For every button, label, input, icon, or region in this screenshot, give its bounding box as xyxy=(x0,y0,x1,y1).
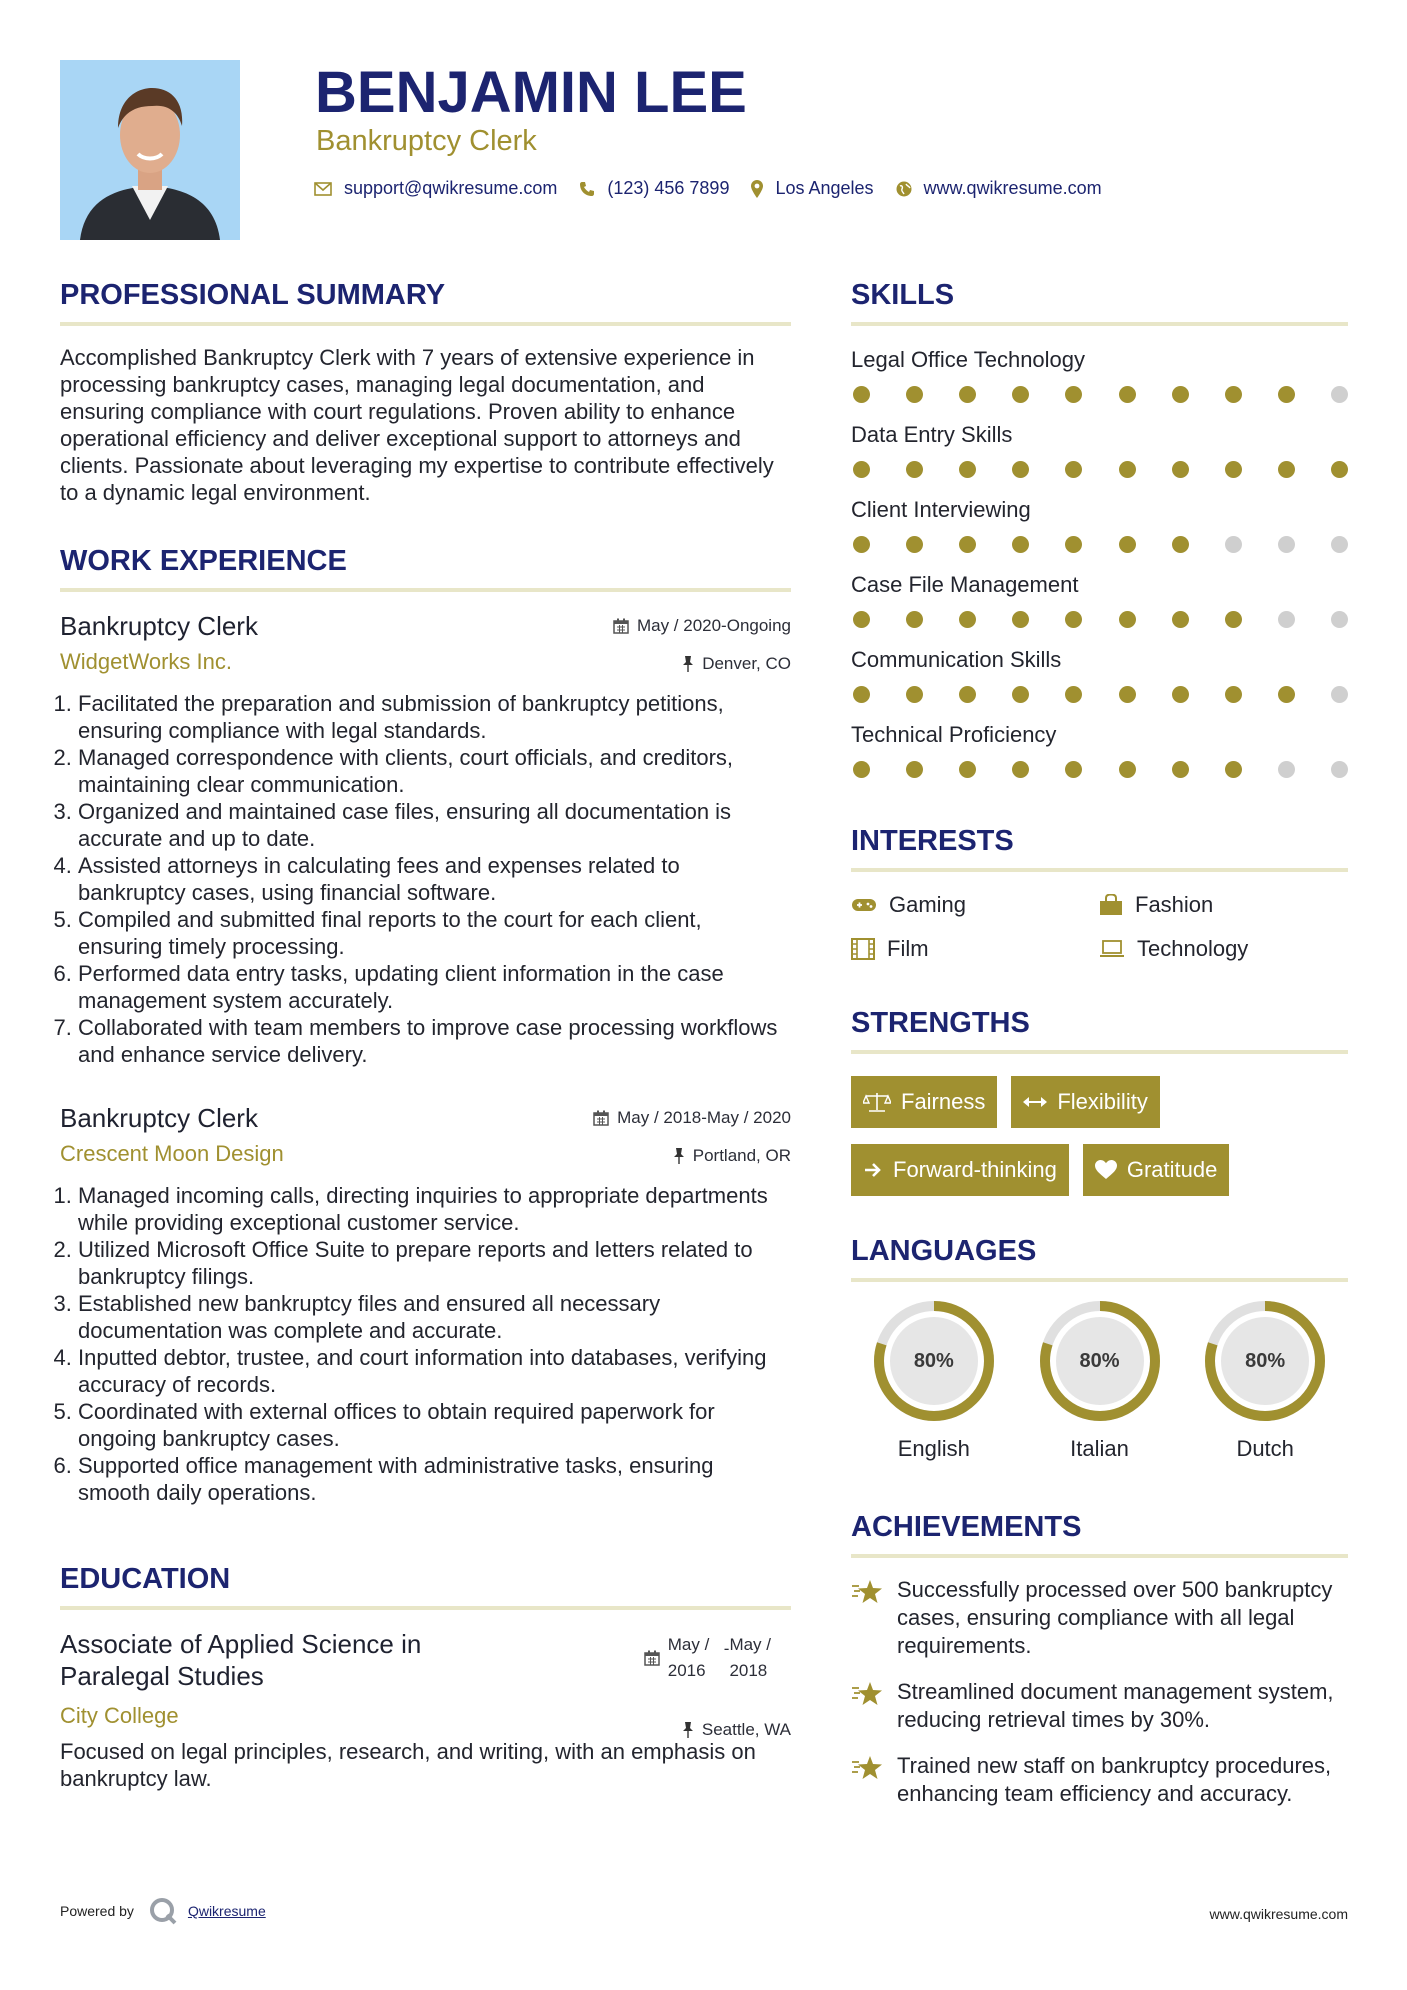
rating-dot-filled xyxy=(906,686,923,703)
job-location xyxy=(682,654,791,674)
rating-dot-filled xyxy=(906,536,923,553)
list-item: 1. Facilitated the preparation and submission of bankruptcy petitions, ensuring compliance with legal standards. xyxy=(78,690,791,744)
star-icon xyxy=(851,1754,883,1782)
achievements-section xyxy=(851,1510,1348,1808)
education-section xyxy=(60,1562,791,1792)
candidate-name: BENJAMIN LEE xyxy=(315,60,747,125)
strength-label: Forward-thinking xyxy=(893,1157,1057,1182)
skill-item xyxy=(851,346,1348,403)
rating-dot-empty xyxy=(1331,686,1348,703)
list-item: 7. Collaborated with team members to improve case processing workflows and enhance service delivery. xyxy=(78,1014,791,1068)
job-title: Bankruptcy Clerk xyxy=(60,611,258,641)
skill-name: Legal Office Technology xyxy=(851,347,1086,372)
calendar-icon xyxy=(644,1650,660,1666)
rating-dot-filled xyxy=(959,686,976,703)
job-entry xyxy=(60,1102,791,1506)
rating-dot-filled xyxy=(1065,386,1082,403)
degree-title: Associate of Applied Science in Paralegal Studies xyxy=(60,1629,422,1691)
skill-rating xyxy=(851,761,1348,778)
education-description: Focused on legal principles, research, and writing, with an emphasis on bankruptcy law. xyxy=(60,1739,756,1791)
summary-text: Accomplished Bankruptcy Clerk with 7 years of extensive experience in processing bankruptcy cases, managing legal documentation, and ensuring compliance with court regulations. Proven ability to enhance operational efficiency and deliver exceptional support to attorneys and clients. Passionate about leveraging my expertise to contribute effectively to a dynamic legal environment. xyxy=(60,345,774,505)
list-item: 6. Supported office management with administrative tasks, ensuring smooth daily operations. xyxy=(78,1452,791,1506)
star-icon xyxy=(851,1578,883,1606)
education-location xyxy=(682,1720,791,1740)
arrow-right-icon xyxy=(863,1161,883,1179)
job-date xyxy=(593,1108,791,1128)
job-date-text: May / 2018-May / 2020 xyxy=(617,1108,791,1127)
pushpin-icon xyxy=(682,1722,694,1738)
rating-dot-filled xyxy=(1065,536,1082,553)
pushpin-icon xyxy=(673,1148,685,1164)
strength-label: Gratitude xyxy=(1126,1157,1218,1182)
section-divider xyxy=(851,868,1348,872)
section-title-summary: PROFESSIONAL SUMMARY xyxy=(60,279,446,311)
interest-item xyxy=(1099,892,1347,918)
rating-dot-empty xyxy=(1278,611,1295,628)
list-item: 2. Managed correspondence with clients, court officials, and creditors, maintaining clear communication. xyxy=(78,744,791,798)
language-percent: 80% xyxy=(913,1349,954,1372)
rating-dot-filled xyxy=(853,536,870,553)
section-divider xyxy=(60,1606,791,1610)
interest-label: Film xyxy=(887,936,929,961)
list-item: 1. Managed incoming calls, directing inquiries to appropriate departments while providing exceptional customer service. xyxy=(78,1182,791,1236)
rating-dot-filled xyxy=(1278,386,1295,403)
section-title-strengths: STRENGTHS xyxy=(851,1007,1030,1039)
strength-label: Fairness xyxy=(901,1089,986,1114)
qwikresume-logo-icon xyxy=(148,1896,178,1926)
rating-dot-filled xyxy=(1225,611,1242,628)
film-icon xyxy=(851,938,875,960)
location-text: Los Angeles xyxy=(775,178,874,198)
rating-dot-filled xyxy=(906,461,923,478)
achievement-item xyxy=(851,1678,1348,1734)
section-title-experience: WORK EXPERIENCE xyxy=(60,545,347,577)
skill-item xyxy=(851,421,1348,478)
language-item xyxy=(851,1300,1017,1462)
gamepad-icon xyxy=(851,896,877,914)
language-name: Dutch xyxy=(1236,1436,1294,1461)
rating-dot-filled xyxy=(959,386,976,403)
right-column xyxy=(851,278,1348,1808)
strength-tag xyxy=(851,1076,997,1128)
avatar xyxy=(60,60,240,240)
job-company: WidgetWorks Inc. xyxy=(60,649,232,674)
rating-dot-empty xyxy=(1225,536,1242,553)
list-item: 4. Inputted debtor, trustee, and court information into databases, verifying accuracy of records. xyxy=(78,1344,791,1398)
date-separator: - xyxy=(723,1639,730,1658)
rating-dot-filled xyxy=(1119,686,1136,703)
languages-list xyxy=(851,1300,1348,1462)
language-ring xyxy=(1039,1300,1161,1422)
end-year: 2018 xyxy=(729,1661,768,1680)
rating-dot-empty xyxy=(1331,611,1348,628)
start-month: May / xyxy=(667,1635,710,1654)
rating-dot-filled xyxy=(853,611,870,628)
rating-dot-filled xyxy=(959,761,976,778)
rating-dot-filled xyxy=(1012,536,1029,553)
footer-website[interactable]: www.qwikresume.com xyxy=(1209,1906,1348,1922)
section-divider xyxy=(851,322,1348,326)
rating-dot-filled xyxy=(1012,386,1029,403)
rating-dot-filled xyxy=(1065,761,1082,778)
job-date-text: May / 2020-Ongoing xyxy=(636,616,791,635)
job-company: Crescent Moon Design xyxy=(60,1141,284,1166)
rating-dot-filled xyxy=(906,761,923,778)
skill-rating xyxy=(851,386,1348,403)
rating-dot-filled xyxy=(1172,761,1189,778)
education-location-text: Seattle, WA xyxy=(701,1720,791,1739)
contact-bar xyxy=(314,178,1124,199)
achievement-text: Streamlined document management system, reducing retrieval times by 30%. xyxy=(897,1679,1334,1732)
skill-name: Data Entry Skills xyxy=(851,422,1013,447)
job-entry xyxy=(60,610,791,1068)
interests-list xyxy=(851,892,1348,962)
contact-location xyxy=(751,178,873,199)
rating-dot-filled xyxy=(1172,686,1189,703)
language-percent: 80% xyxy=(1245,1349,1286,1372)
strength-tag xyxy=(1011,1076,1159,1128)
rating-dot-filled xyxy=(853,686,870,703)
skill-item xyxy=(851,496,1348,553)
list-item: 6. Performed data entry tasks, updating client information in the case management system accurately. xyxy=(78,960,791,1014)
rating-dot-filled xyxy=(853,761,870,778)
left-column xyxy=(60,278,791,1792)
education-dates xyxy=(644,1632,771,1684)
phone-text: (123) 456 7899 xyxy=(607,178,730,198)
contact-website[interactable] xyxy=(896,178,1102,199)
skill-name: Communication Skills xyxy=(851,647,1062,672)
section-title-achievements: ACHIEVEMENTS xyxy=(851,1511,1082,1543)
languages-section xyxy=(851,1234,1348,1462)
profile-photo xyxy=(60,60,240,240)
list-item: 3. Organized and maintained case files, ensuring all documentation is accurate and up to date. xyxy=(78,798,791,852)
list-item: 2. Utilized Microsoft Office Suite to prepare reports and letters related to bankruptcy filings. xyxy=(78,1236,791,1290)
skill-item xyxy=(851,646,1348,703)
strength-tag xyxy=(851,1144,1069,1196)
list-item: 3. Established new bankruptcy files and ensured all necessary documentation was complete and accurate. xyxy=(78,1290,791,1344)
section-divider xyxy=(60,588,791,592)
interest-label: Technology xyxy=(1137,936,1249,961)
skills-section xyxy=(851,278,1348,778)
rating-dot-filled xyxy=(1331,461,1348,478)
email-text: support@qwikresume.com xyxy=(344,178,558,198)
skill-rating xyxy=(851,611,1348,628)
rating-dot-empty xyxy=(1278,761,1295,778)
strength-tag xyxy=(1083,1144,1230,1196)
start-year: 2016 xyxy=(667,1661,706,1680)
rating-dot-filled xyxy=(1172,536,1189,553)
rating-dot-filled xyxy=(1225,461,1242,478)
calendar-icon xyxy=(593,1110,609,1126)
candidate-title: Bankruptcy Clerk xyxy=(316,125,537,157)
summary-section xyxy=(60,278,791,506)
interest-label: Gaming xyxy=(889,892,967,917)
rating-dot-filled xyxy=(1225,386,1242,403)
rating-dot-filled xyxy=(1172,611,1189,628)
laptop-icon xyxy=(1099,939,1125,959)
rating-dot-filled xyxy=(1278,461,1295,478)
skill-item xyxy=(851,721,1348,778)
skill-name: Case File Management xyxy=(851,572,1079,597)
job-location-text: Portland, OR xyxy=(692,1146,791,1165)
language-name: Italian xyxy=(1070,1436,1129,1461)
star-icon xyxy=(851,1680,883,1708)
rating-dot-filled xyxy=(959,611,976,628)
experience-section xyxy=(60,544,791,1506)
list-item: 5. Coordinated with external offices to obtain required paperwork for ongoing bankruptcy cases. xyxy=(78,1398,791,1452)
rating-dot-filled xyxy=(1012,461,1029,478)
powered-by-label: Powered by xyxy=(60,1903,134,1919)
list-item: 4. Assisted attorneys in calculating fees and expenses related to bankruptcy cases, using financial software. xyxy=(78,852,791,906)
rating-dot-filled xyxy=(853,461,870,478)
rating-dot-filled xyxy=(1172,461,1189,478)
rating-dot-empty xyxy=(1331,761,1348,778)
achievement-item xyxy=(851,1576,1348,1660)
skill-rating xyxy=(851,536,1348,553)
section-divider xyxy=(851,1278,1348,1282)
section-divider xyxy=(60,322,791,326)
interest-item xyxy=(851,936,1099,962)
rating-dot-filled xyxy=(1225,686,1242,703)
section-title-skills: SKILLS xyxy=(851,279,955,311)
contact-email[interactable] xyxy=(314,178,557,199)
rating-dot-filled xyxy=(1065,611,1082,628)
achievement-text: Trained new staff on bankruptcy procedures, enhancing team efficiency and accuracy. xyxy=(897,1753,1332,1806)
rating-dot-filled xyxy=(1119,536,1136,553)
globe-icon xyxy=(896,181,912,197)
rating-dot-filled xyxy=(1278,686,1295,703)
language-ring xyxy=(873,1300,995,1422)
achievements-list xyxy=(851,1576,1348,1808)
shopping-bag-icon xyxy=(1099,894,1123,916)
section-title-education: EDUCATION xyxy=(60,1563,231,1595)
job-location-text: Denver, CO xyxy=(702,654,791,673)
rating-dot-filled xyxy=(1012,761,1029,778)
interest-item xyxy=(1099,936,1347,962)
interests-section xyxy=(851,824,1348,962)
envelope-icon xyxy=(314,182,332,196)
rating-dot-empty xyxy=(1331,536,1348,553)
list-item: 5. Compiled and submitted final reports to the court for each client, ensuring timely processing. xyxy=(78,906,791,960)
rating-dot-filled xyxy=(1225,761,1242,778)
rating-dot-filled xyxy=(1119,761,1136,778)
job-bullets xyxy=(60,1182,791,1506)
balance-scale-icon xyxy=(863,1091,891,1113)
rating-dot-filled xyxy=(959,461,976,478)
rating-dot-filled xyxy=(1119,386,1136,403)
skill-name: Technical Proficiency xyxy=(851,722,1057,747)
school-name: City College xyxy=(60,1703,179,1728)
skills-list xyxy=(851,346,1348,778)
qwikresume-link[interactable]: Qwikresume xyxy=(187,1903,266,1919)
rating-dot-filled xyxy=(959,536,976,553)
contact-phone[interactable] xyxy=(579,178,729,199)
rating-dot-filled xyxy=(1065,461,1082,478)
rating-dot-filled xyxy=(853,386,870,403)
map-pin-icon xyxy=(751,180,763,198)
language-name: English xyxy=(897,1436,970,1461)
section-title-languages: LANGUAGES xyxy=(851,1235,1037,1267)
section-divider xyxy=(851,1050,1348,1054)
rating-dot-filled xyxy=(1012,611,1029,628)
achievement-item xyxy=(851,1752,1348,1808)
heart-icon xyxy=(1095,1160,1117,1180)
rating-dot-filled xyxy=(1119,461,1136,478)
job-date xyxy=(613,616,791,636)
rating-dot-filled xyxy=(906,386,923,403)
calendar-icon xyxy=(613,618,629,634)
interest-label: Fashion xyxy=(1135,892,1214,917)
language-percent: 80% xyxy=(1079,1349,1120,1372)
rating-dot-empty xyxy=(1331,386,1348,403)
skill-name: Client Interviewing xyxy=(851,497,1031,522)
rating-dot-filled xyxy=(1065,686,1082,703)
job-title: Bankruptcy Clerk xyxy=(60,1103,258,1133)
rating-dot-filled xyxy=(1172,386,1189,403)
footer-powered-by xyxy=(60,1896,266,1926)
job-location xyxy=(673,1146,791,1166)
rating-dot-filled xyxy=(1012,686,1029,703)
language-item xyxy=(1182,1300,1348,1462)
interest-item xyxy=(851,892,1099,918)
phone-icon xyxy=(579,181,595,197)
strengths-section xyxy=(851,1006,1348,1196)
skill-rating xyxy=(851,461,1348,478)
arrows-horizontal-icon xyxy=(1023,1095,1047,1109)
section-divider xyxy=(851,1554,1348,1558)
rating-dot-filled xyxy=(1119,611,1136,628)
skill-rating xyxy=(851,686,1348,703)
strengths-list xyxy=(851,1076,1348,1196)
job-bullets xyxy=(60,690,791,1068)
language-item xyxy=(1017,1300,1183,1462)
achievement-text: Successfully processed over 500 bankruptcy cases, ensuring compliance with all legal requirements. xyxy=(897,1577,1333,1658)
education-entry xyxy=(60,1628,791,1792)
skill-item xyxy=(851,571,1348,628)
pushpin-icon xyxy=(682,656,694,672)
section-title-interests: INTERESTS xyxy=(851,825,1014,857)
strength-label: Flexibility xyxy=(1057,1089,1148,1114)
language-ring xyxy=(1204,1300,1326,1422)
website-text: www.qwikresume.com xyxy=(923,178,1102,198)
rating-dot-filled xyxy=(906,611,923,628)
end-month: May / xyxy=(729,1635,771,1654)
rating-dot-empty xyxy=(1278,536,1295,553)
